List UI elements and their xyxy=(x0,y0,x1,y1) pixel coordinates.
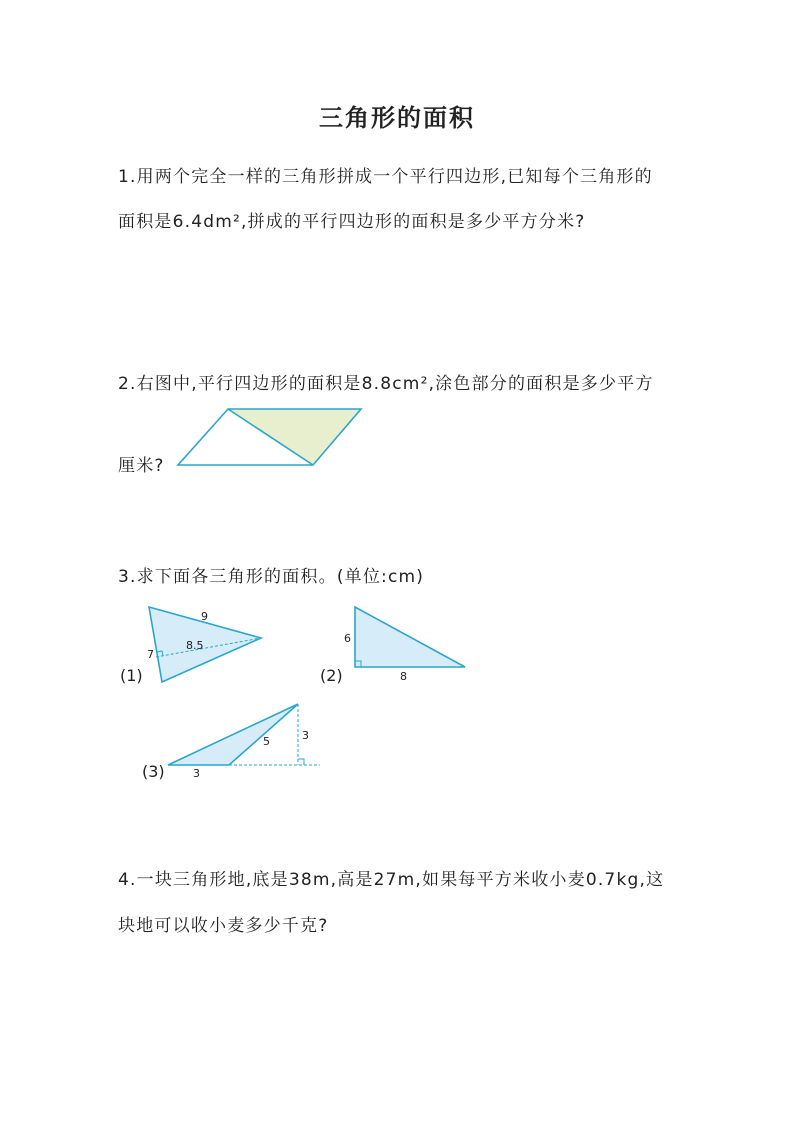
q3-fig1-side-label: 9 xyxy=(201,610,208,623)
q3-fig3-tag: (3) xyxy=(142,762,165,781)
q3-fig2-base-label: 8 xyxy=(400,670,407,683)
page-title: 三角形的面积 xyxy=(319,103,475,132)
q3-fig3-right-angle xyxy=(298,759,304,765)
q1-text-line1: 1.用两个完全一样的三角形拼成一个平行四边形,已知每个三角形的 xyxy=(118,167,653,187)
q4-text-line1: 4.一块三角形地,底是38m,高是27m,如果每平方米收小麦0.7kg,这 xyxy=(118,870,665,890)
q3-figure-2 xyxy=(340,600,472,686)
q3-fig3-base-label: 3 xyxy=(193,767,200,780)
q2-text-line1: 2.右图中,平行四边形的面积是8.8cm²,涂色部分的面积是多少平方 xyxy=(118,374,654,394)
q3-figure-1 xyxy=(140,598,270,690)
q1-text-line2: 面积是6.4dm²,拼成的平行四边形的面积是多少平方分米? xyxy=(118,212,586,232)
q3-text-line1: 3.求下面各三角形的面积。(单位:cm) xyxy=(118,567,425,587)
q3-fig3-height-label: 3 xyxy=(302,729,309,742)
q3-fig1-base-label: 7 xyxy=(147,648,154,661)
q3-fig1-tag: (1) xyxy=(120,666,143,685)
q2-parallelogram-figure xyxy=(170,400,370,472)
q3-figure-3 xyxy=(160,695,330,785)
q2-shaded-triangle xyxy=(228,409,361,465)
q3-fig3-side-label: 5 xyxy=(263,735,270,748)
q3-fig2-tag: (2) xyxy=(320,666,343,685)
q2-text-line2: 厘米? xyxy=(118,456,165,476)
q3-fig2-triangle xyxy=(355,607,465,667)
q4-text-line2: 块地可以收小麦多少千克? xyxy=(118,916,329,936)
q3-fig2-height-label: 6 xyxy=(344,632,351,645)
q3-fig1-height-label: 8.5 xyxy=(186,639,204,652)
q3-fig3-triangle xyxy=(168,704,298,765)
